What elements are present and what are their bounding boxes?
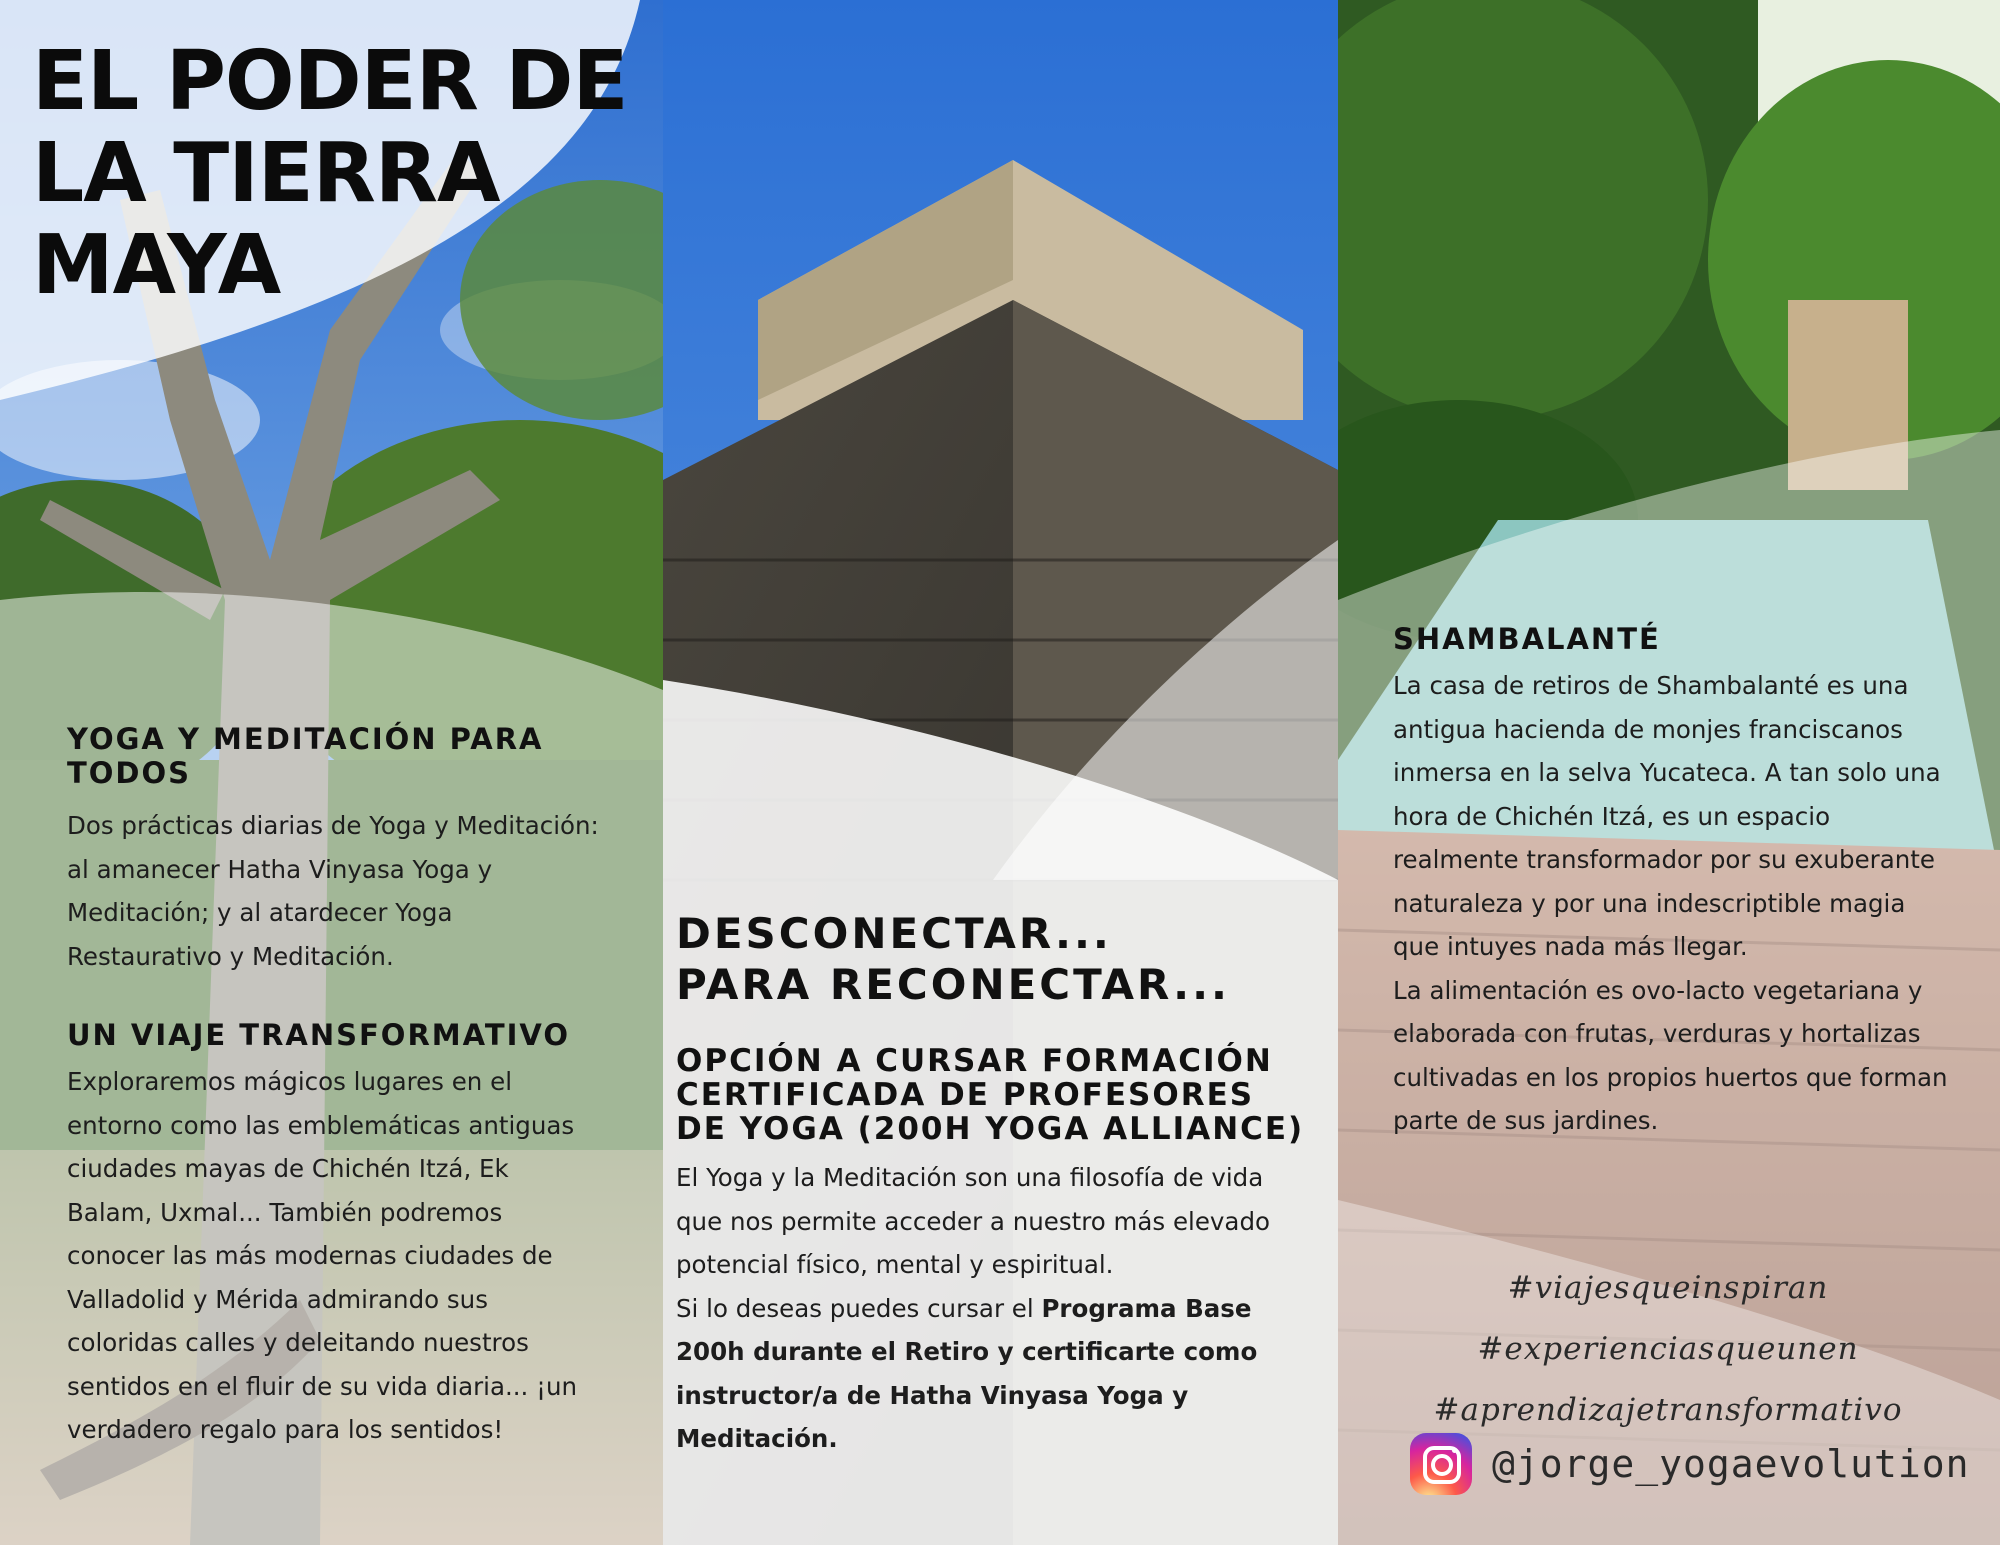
hashtags	[1358, 1258, 1978, 1441]
disconnect-heading	[676, 908, 1316, 1010]
course-text	[676, 1156, 1316, 1461]
title-line-3: MAYA	[32, 218, 281, 313]
panel-right	[1338, 0, 2000, 1545]
social-handle[interactable]	[1410, 1432, 1970, 1496]
retreat-text	[1393, 664, 1953, 1143]
panel-left	[0, 0, 663, 1545]
course-text-p1: El Yoga y la Meditación son una filosofía de vida que nos permite acceder a nuestro más elevado potencial físico, mental y espiritual.	[676, 1163, 1270, 1279]
course-heading: OPCIÓN A CURSAR FORMACIÓN CERTIFICADA DE PROFESORES DE YOGA (200H YOGA ALLIANCE)	[676, 1043, 1305, 1147]
panel-middle	[663, 0, 1338, 1545]
yoga-section-text: Dos prácticas diarias de Yoga y Meditación: al amanecer Hatha Vinyasa Yoga y Meditación; y al atardecer Yoga Restaurativo y Meditación.	[67, 811, 599, 971]
retreat-text-p1: La casa de retiros de Shambalanté es una antigua hacienda de monjes franciscanos inmersa en la selva Yucateca. A tan solo una hora de Chichén Itzá, es un espacio realmente transformador por su exuberante naturaleza y por una indescriptible magia que intuyes nada más llegar.	[1393, 671, 1941, 961]
hashtag-3: #aprendizajetransformativo	[1433, 1392, 1903, 1428]
course-text-p2-bold: Programa Base 200h durante el Retiro y certificarte como instructor/a de Hatha Vinyasa Yoga y Meditación.	[676, 1293, 1258, 1453]
retreat-heading: SHAMBALANTÉ	[1393, 622, 1661, 656]
journey-section-text: Exploraremos mágicos lugares en el entorno como las emblemáticas antiguas ciudades mayas de Chichén Itzá, Ek Balam, Uxmal... También podremos conocer las más modernas ciudades de Valladolid y Mérida admirando sus coloridas calles y deleitando nuestros sentidos en el fluir de su vida diaria... ¡un verdadero regalo para los sentidos!	[67, 1067, 578, 1444]
instagram-icon	[1410, 1433, 1472, 1495]
retreat-text-p2: La alimentación es ovo-lacto vegetariana y elaborada con frutas, verduras y hortalizas cultivadas en los propios huertos que forman parte de sus jardines.	[1393, 975, 1948, 1135]
journey-section-heading: UN VIAJE TRANSFORMATIVO	[67, 1018, 571, 1052]
course-text-p2-plain: Si lo deseas puedes cursar el	[676, 1293, 1042, 1323]
hashtag-1: #viajesqueinspiran	[1507, 1270, 1829, 1306]
title-line-1: EL PODER DE	[32, 34, 628, 129]
yoga-section-heading: YOGA Y MEDITACIÓN PARA TODOS	[67, 722, 544, 790]
disconnect-line-1: DESCONECTAR...	[676, 909, 1112, 958]
hashtag-2: #experienciasqueunen	[1477, 1331, 1859, 1367]
instagram-handle[interactable]: @jorge_yogaevolution	[1492, 1442, 1970, 1486]
title-line-2: LA TIERRA	[32, 126, 500, 221]
main-title	[32, 36, 627, 312]
disconnect-line-2: PARA RECONECTAR...	[676, 960, 1231, 1009]
